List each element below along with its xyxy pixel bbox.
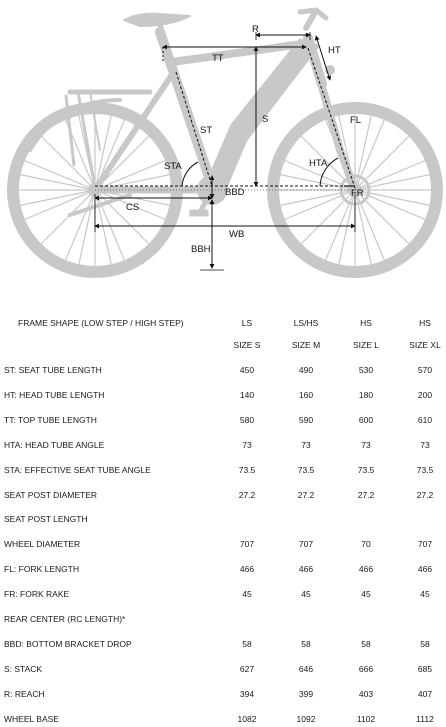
label-hta: HTA bbox=[309, 158, 328, 169]
row-value: 666 bbox=[358, 663, 374, 674]
row-value: 466 bbox=[358, 564, 374, 575]
row-value: 450 bbox=[239, 365, 255, 375]
table-row bbox=[0, 586, 446, 602]
row-value: 1092 bbox=[296, 713, 316, 724]
row-label: HT: HEAD TUBE LENGTH bbox=[4, 389, 105, 400]
table-row bbox=[0, 611, 446, 627]
row-value: 399 bbox=[298, 688, 314, 699]
row-value: 1082 bbox=[237, 713, 257, 724]
row-value: 45 bbox=[420, 589, 430, 600]
row-value: 407 bbox=[417, 688, 433, 699]
row-label: ST: SEAT TUBE LENGTH bbox=[4, 365, 102, 375]
row-value: 73.5 bbox=[238, 464, 256, 475]
table-row bbox=[0, 711, 446, 727]
row-value: 45 bbox=[301, 589, 311, 600]
row-label: SEAT POST LENGTH bbox=[4, 514, 88, 525]
row-label: S: STACK bbox=[4, 663, 43, 674]
label-cs: CS bbox=[126, 202, 140, 213]
row-value: 200 bbox=[417, 389, 433, 400]
row-value: 58 bbox=[420, 638, 430, 649]
table-row bbox=[0, 561, 446, 577]
row-value: 466 bbox=[239, 564, 255, 575]
row-value: 600 bbox=[358, 414, 374, 425]
row-value: 58 bbox=[361, 638, 371, 649]
row-value: 1102 bbox=[356, 713, 376, 724]
shape-col-0: LS bbox=[241, 318, 253, 328]
row-value: 160 bbox=[298, 389, 314, 400]
row-value: 180 bbox=[358, 389, 374, 400]
row-label: SEAT POST DIAMETER bbox=[4, 489, 98, 500]
row-value: 646 bbox=[298, 663, 314, 674]
shape-col-1: LS/HS bbox=[293, 318, 319, 328]
row-label: TT: TOP TUBE LENGTH bbox=[4, 414, 97, 425]
header-row-sizes bbox=[0, 337, 446, 353]
row-value: 73.5 bbox=[416, 464, 434, 475]
row-value: 707 bbox=[417, 539, 433, 550]
row-value: 73 bbox=[420, 439, 430, 450]
row-value: 27.2 bbox=[297, 489, 315, 500]
bike-silhouette bbox=[13, 10, 437, 272]
row-value: 73.5 bbox=[357, 464, 375, 475]
size-col-1: SIZE M bbox=[291, 340, 321, 350]
table-row bbox=[0, 661, 446, 677]
row-label: HTA: HEAD TUBE ANGLE bbox=[4, 439, 105, 450]
table-row bbox=[0, 536, 446, 552]
table-row bbox=[0, 362, 446, 378]
table-row bbox=[0, 511, 446, 527]
label-wb: WB bbox=[229, 229, 245, 240]
header-row-shapes bbox=[0, 315, 446, 331]
row-value: 45 bbox=[242, 589, 252, 600]
row-value: 530 bbox=[358, 365, 374, 375]
row-value: 627 bbox=[239, 663, 255, 674]
row-label: BBD: BOTTOM BRACKET DROP bbox=[4, 638, 132, 649]
row-value: 140 bbox=[239, 389, 255, 400]
row-value: 1112 bbox=[416, 713, 434, 724]
label-fl: FL bbox=[350, 115, 362, 126]
row-value: 466 bbox=[298, 564, 314, 575]
row-value: 403 bbox=[358, 688, 374, 699]
table-row bbox=[0, 412, 446, 428]
table-row bbox=[0, 437, 446, 453]
label-sta: STA bbox=[164, 161, 182, 172]
row-label: WHEEL DIAMETER bbox=[4, 539, 81, 550]
shape-col-3: HS bbox=[419, 318, 431, 328]
row-value: 685 bbox=[417, 663, 433, 674]
row-value: 45 bbox=[361, 589, 371, 600]
row-value: 58 bbox=[301, 638, 311, 649]
bike-geometry-diagram bbox=[0, 0, 446, 290]
frame-shape-header: FRAME SHAPE (LOW STEP / HIGH STEP) bbox=[18, 318, 184, 328]
size-col-0: SIZE S bbox=[233, 340, 261, 350]
row-label: FR: FORK RAKE bbox=[4, 589, 70, 600]
label-ht: HT bbox=[328, 45, 341, 56]
label-tt: TT bbox=[212, 53, 224, 64]
table-row bbox=[0, 387, 446, 403]
label-bbh: BBH bbox=[191, 244, 211, 255]
label-st: ST bbox=[200, 125, 213, 136]
table-row bbox=[0, 686, 446, 702]
row-label: WHEEL BASE bbox=[4, 713, 59, 724]
row-label: REAR CENTER (RC LENGTH)* bbox=[4, 614, 126, 624]
row-value: 394 bbox=[239, 688, 255, 699]
row-value: 73 bbox=[242, 439, 252, 450]
table-row bbox=[0, 487, 446, 503]
row-label: STA: EFFECTIVE SEAT TUBE ANGLE bbox=[4, 464, 151, 475]
row-label: FL: FORK LENGTH bbox=[4, 564, 80, 575]
row-value: 73 bbox=[361, 439, 371, 450]
row-value: 570 bbox=[417, 365, 433, 375]
label-r: R bbox=[252, 24, 259, 35]
size-col-3: SIZE XL bbox=[409, 340, 441, 350]
row-value: 466 bbox=[417, 564, 433, 575]
row-value: 27.2 bbox=[238, 489, 256, 500]
row-value: 70 bbox=[361, 539, 371, 550]
row-value: 610 bbox=[417, 414, 433, 425]
row-label: R: REACH bbox=[4, 688, 45, 699]
row-value: 27.2 bbox=[416, 489, 434, 500]
label-bbd: BBD bbox=[225, 187, 245, 198]
row-value: 707 bbox=[298, 539, 314, 550]
table-row bbox=[0, 636, 446, 652]
row-value: 707 bbox=[239, 539, 255, 550]
row-value: 58 bbox=[242, 638, 252, 649]
shape-col-2: HS bbox=[360, 318, 372, 328]
row-value: 73.5 bbox=[297, 464, 315, 475]
size-col-2: SIZE L bbox=[353, 340, 379, 350]
row-value: 590 bbox=[298, 414, 314, 425]
table-row bbox=[0, 462, 446, 478]
row-value: 27.2 bbox=[357, 489, 375, 500]
label-s: S bbox=[262, 114, 269, 125]
row-value: 580 bbox=[239, 414, 255, 425]
row-value: 490 bbox=[298, 365, 314, 375]
label-fr: FR bbox=[351, 188, 364, 199]
row-value: 73 bbox=[301, 439, 311, 450]
